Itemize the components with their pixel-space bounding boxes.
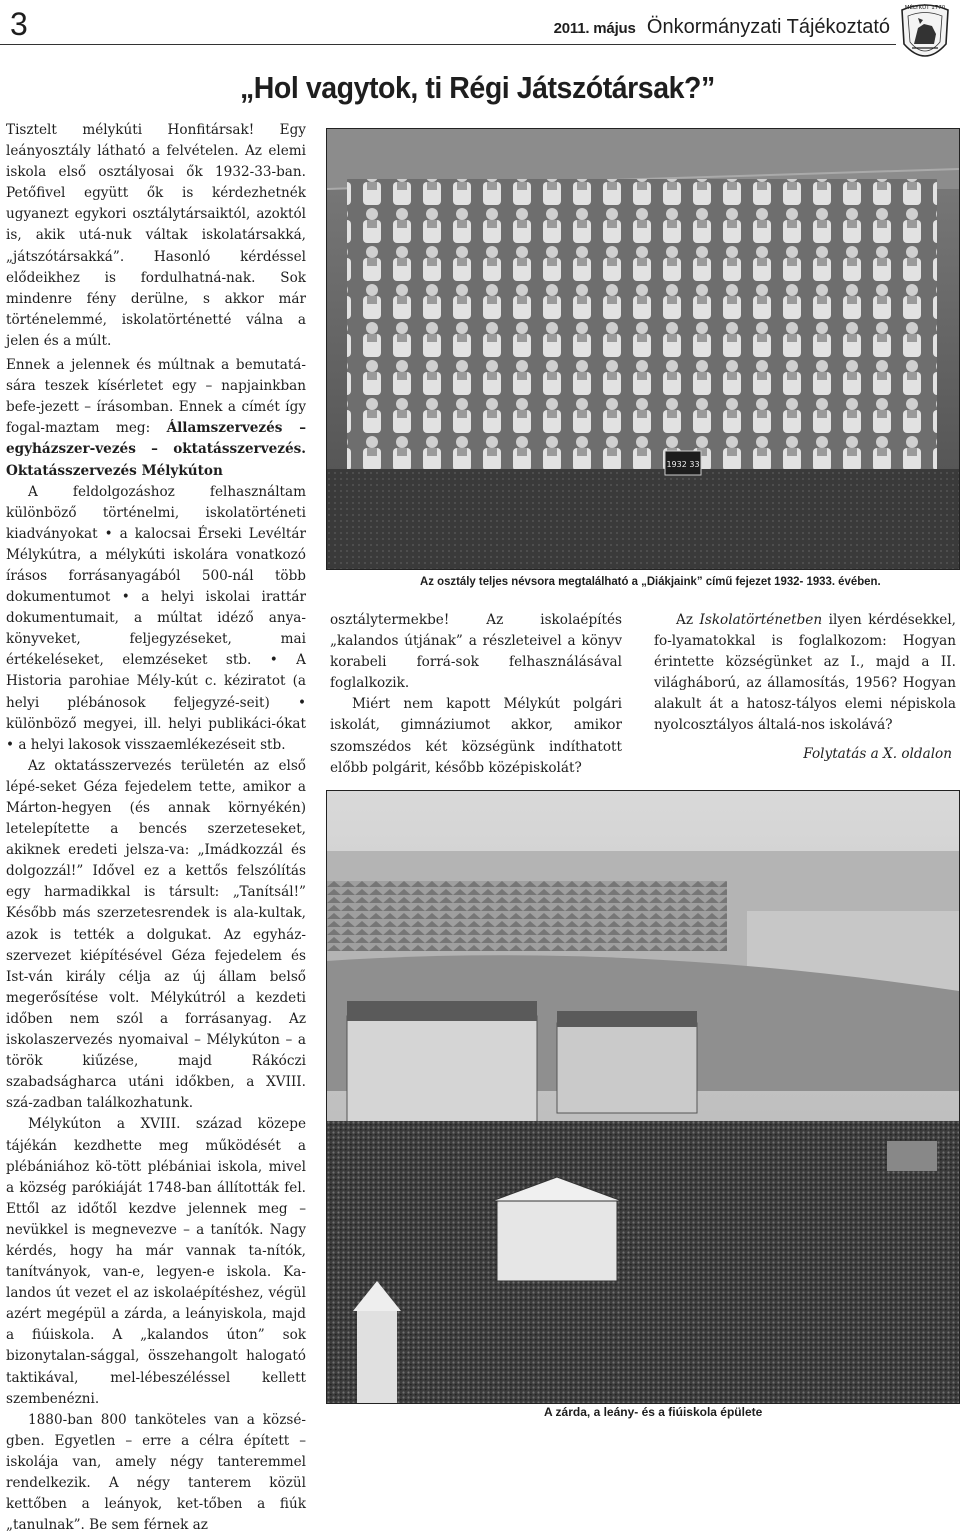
paragraph-question: Miért nem kapott Mélykút polgári iskolát, gimnáziumot akkor, amikor szomszédos két községünk indíthatott előbb polgárit, később középiskolát? [330,696,622,776]
article-column-2 [330,610,622,779]
aerial-photo-caption: A zárda, a leány- és a fiúiskola épülete [544,1405,763,1419]
issue-date: 2011. május [553,20,636,37]
paragraph-sources: A feldolgozáshoz felhasználtam különböző történelmi, iskolatörténeti kiadványokat • a kalocsai Érseki Levéltár Mélykútra, a mélykúti iskolára vonatkozó írásos forrásanyagából 500-nál több dokumentumot • a helyi iskolai irattár dokumentumait, a múltat idéző anya-könyveket, feljegyzéseket, mai értékeléseket, elemzéseket stb. • A Historia parohiae Mély-kút c. kéziratot (a helyi plébánosok feljegyzé-seit) • különböző megyei, ill. helyi publikáci-ókat • a helyi lakosok visszaemlékezéseit stb. [6,483,306,753]
paragraph-18th-century: Mélykúton a XVIII. század közepe tájékán kezdhette meg működését a plébániához kö-tött plébániai iskola, mivel a község parókiáját 1748-ban állították fel. Ettől az időtől kezdve jelennek meg – nevükkel is megnevezve – a tanítók. Nagy kérdés, hogy ha már vannak ta-nítók, tanítványok, van-e, legyen-e iskola. Ka-landos út vezet el az iskolaépítéshez, végül azért megépül a zárda, a leányiskola, majd a fiúiskola. A „kalandos úton” sok bizonytalan-sággal, összehangolt halogató taktikával, mel-lébeszéléssel kellett szembenézni. [6,1116,306,1407]
aerial-photo [326,790,960,1404]
paragraph-purpose-text: Ennek a jelennek és múltnak a bemutatá-sára teszek kísérletet egy – napjainkban befe-jezett – írásomban. Ennek a címét így fogal-maztam meg: [6,357,306,437]
crest-icon [896,0,954,68]
article-column-3 [654,610,956,737]
paragraph-intro: Tisztelt mélykúti Honfitársak! Egy leányosztály látható a felvételen. Az elemi iskola első osztályosai ők 1932-33-ban. Petőfivel együtt ők is kérdezhetnék ugyanezt egykori osztálytársaiktól, azoktól is, akik utá-nuk váltak iskolatársakká, „játszótársakká”. Hasonló kérdéssel elődeikhez is fordulhatná-nak. Sok mindenre fény derülne, s akkor már történelemmé, iskolatörténetté válna a jelen és a múlt. [6,122,306,349]
continued-note: Folytatás a X. oldalon [803,746,952,762]
book-title: Iskolatörténetben [699,612,823,628]
paragraph-school-building: osztálytermekbe! Az iskolaépítés „kalandos útjának” a részleteivel a könyv korabeli forrá-sok felhasználásával foglalkozik. [330,612,622,692]
photo-slate-text: 1932 33 [666,460,700,469]
article-title: „Hol vagytok, ti Régi Játszótársak?” [240,70,715,105]
class-photo-caption: Az osztály teljes névsora megtalálható a „Diákjaink” című fejezet 1932- 1933. évében. [420,574,881,588]
masthead [554,16,890,39]
publication-title: Önkormányzati Tájékoztató [646,16,890,38]
aerial-photo-image [327,791,959,1403]
class-photo-image [327,129,959,569]
paragraph-1880: 1880-ban 800 tanköteles van a közsé-gben. Egyetlen – erre a célra épített – iskolája van, amely négy tanteremmel rendelkezik. A négy tanterem közül kettőben a leányok, ket-tőben a fiúk „tanulnak”. Be sem férnek az [6,1411,306,1534]
topics-text-pre: Az [676,612,700,628]
paragraph-purpose [6,355,306,482]
topics-text-post: ilyen kérdésekkel, fo-lyamatokkal is foglalkozom: Hogyan érintette községünket az I., majd a II. világháború, az államosítás, 1956? Hogyan alakult át a hatosz-tályos elemi népiskola nyolcosztályos általá-nos iskolává? [654,612,956,734]
paragraph-history: Az oktatásszervezés területén az első lépé-seket Géza fejedelem tette, amikor a Márton-hegyen (és annak környékén) letelepítette a bencés szerzeteseket, akiknek eredeti jelsza-va: „Imádkozzál és dolgozzál!” Idővel ez a kettős felszólítás egy harmadikkal is társult: „Tanítsál!” Később más szerzetesrendek is ala-kultak, azok is tették a dolgukat. Az egyház-szervezet kiépítésével Géza fejedelem és Ist-ván király célja az új állam belső megerősítése volt. Mélykútról a kezdeti időben nem szól a forrásanyag. Az iskolaszervezés nyomaival – Mélykúton – a török kiűzése, majd Rákóczi szabadságharca utáni időkben, a XVIII. szá-zadban találkozhatunk. [6,757,306,1112]
class-photo [326,128,960,570]
article-column-1 [6,120,306,1536]
header-rule [0,44,896,45]
page-number: 3 [10,6,28,42]
work-title: Államszervezés – egyházszer-vezés – oktatásszervezés. Oktatásszervezés Mélykúton [6,420,306,479]
crest-text: MÉLYKÚT 1770 [904,5,946,11]
paragraph-topics [654,610,956,737]
